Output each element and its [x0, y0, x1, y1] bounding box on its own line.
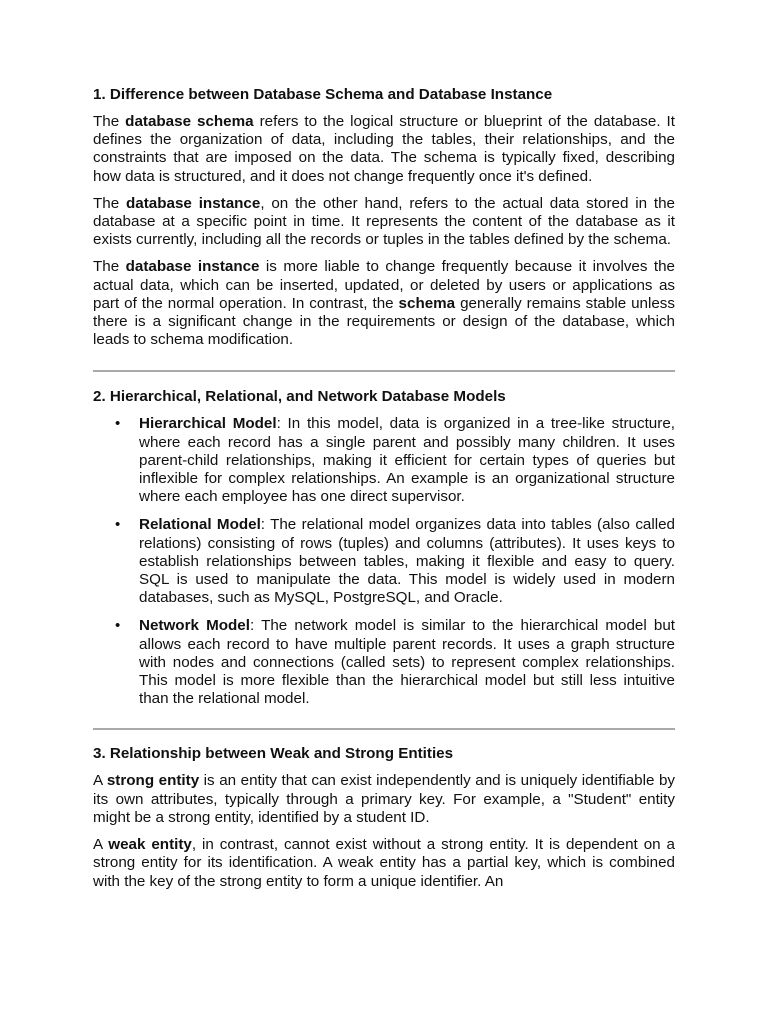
section-3-paragraph-1: [93, 772, 675, 827]
section-1-heading: 1. Difference between Database Schema and Database Instance: [93, 86, 553, 103]
text-run: : The relational model organizes data into tables (also called relations) consisting of rows (tuples) and columns (attributes). It uses keys to establish relationships between tables, making it flexible and easy to query. SQL is used to manipulate the data. This model is widely used in modern databases, such as MySQL, PostgreSQL, and Oracle.: [139, 516, 675, 607]
bold-term: database schema: [125, 113, 254, 130]
list-item-hierarchical-model: [93, 415, 675, 506]
section-3-paragraph-2: [93, 836, 675, 891]
text-run: : The network model is similar to the hierarchical model but allows each record to have multiple parent records. It uses a graph structure with nodes and connections (called sets) to represent complex relationships. This model is more flexible than the hierarchical model but still less intuitive than the relational model.: [139, 617, 676, 708]
text-run: , in contrast, cannot exist without a strong entity. It is dependent on a strong entity for its identification. A weak entity has a partial key, which is combined with the key of the strong entity to form a unique identifier. An: [93, 836, 675, 890]
text-run: refers to the logical structure or blueprint of the database. It defines the organization of data, including the tables, their relationships, and the constraints that are imposed on the data. The schema is typically fixed, describing how data is structured, and it does not change frequently once it's defined.: [93, 113, 675, 185]
section-3-heading: 3. Relationship between Weak and Strong Entities: [93, 745, 454, 763]
database-models-list: [93, 415, 675, 708]
text-run: A: [93, 836, 109, 854]
text-run: is more liable to change frequently because it involves the actual data, which can be inserted, updated, or deleted by users or applications as part of the normal operation. In contrast, the: [93, 258, 675, 312]
bold-term: database instance: [126, 194, 261, 212]
section-1-paragraph-1: [93, 113, 675, 186]
bold-term: strong entity: [106, 772, 200, 790]
list-item-relational-model: [93, 516, 675, 607]
list-item-network-model: [93, 617, 675, 708]
bullet-icon: •: [115, 617, 121, 635]
text-run: The: [93, 258, 126, 276]
text-run: The: [93, 113, 126, 130]
section-1-paragraph-3: [93, 258, 675, 349]
text-run: A: [93, 772, 107, 790]
text-run: The: [93, 194, 127, 212]
section-2-heading: 2. Hierarchical, Relational, and Network Database Models: [93, 388, 506, 406]
bullet-icon: •: [115, 415, 121, 433]
section-divider: [93, 728, 675, 730]
bullet-icon: •: [115, 516, 121, 534]
text-run: generally remains stable unless there is a significant change in the requirements or design of the database, which leads to schema modification.: [93, 294, 675, 349]
text-run: : In this model, data is organized in a tree-like structure, where each record has a single parent and possibly many children. It uses parent-child relationships, making it efficient for certain types of queries but inflexible for complex relationships. An example is an organizational structure where each employee has one direct supervisor.: [139, 415, 675, 506]
bold-term: Relational Model: [139, 516, 261, 534]
section-1-paragraph-2: [93, 195, 675, 250]
bold-term: database instance: [125, 258, 260, 276]
bold-term: Hierarchical Model: [139, 415, 277, 433]
text-run: , on the other hand, refers to the actual data stored in the database at a specific point in time. It represents the content of the database as it exists currently, including all the records or tuples in the tables defined by the schema.: [93, 194, 675, 249]
bold-term: schema: [398, 294, 456, 312]
bold-term: weak entity: [108, 836, 192, 854]
bold-term: Network Model: [139, 617, 250, 635]
section-divider: [93, 370, 675, 372]
document-page: [93, 86, 675, 900]
text-run: is an entity that can exist independently and is uniquely identifiable by its own attributes, typically through a primary key. For example, a "Student" entity might be a strong entity, identified by a student ID.: [93, 772, 675, 826]
